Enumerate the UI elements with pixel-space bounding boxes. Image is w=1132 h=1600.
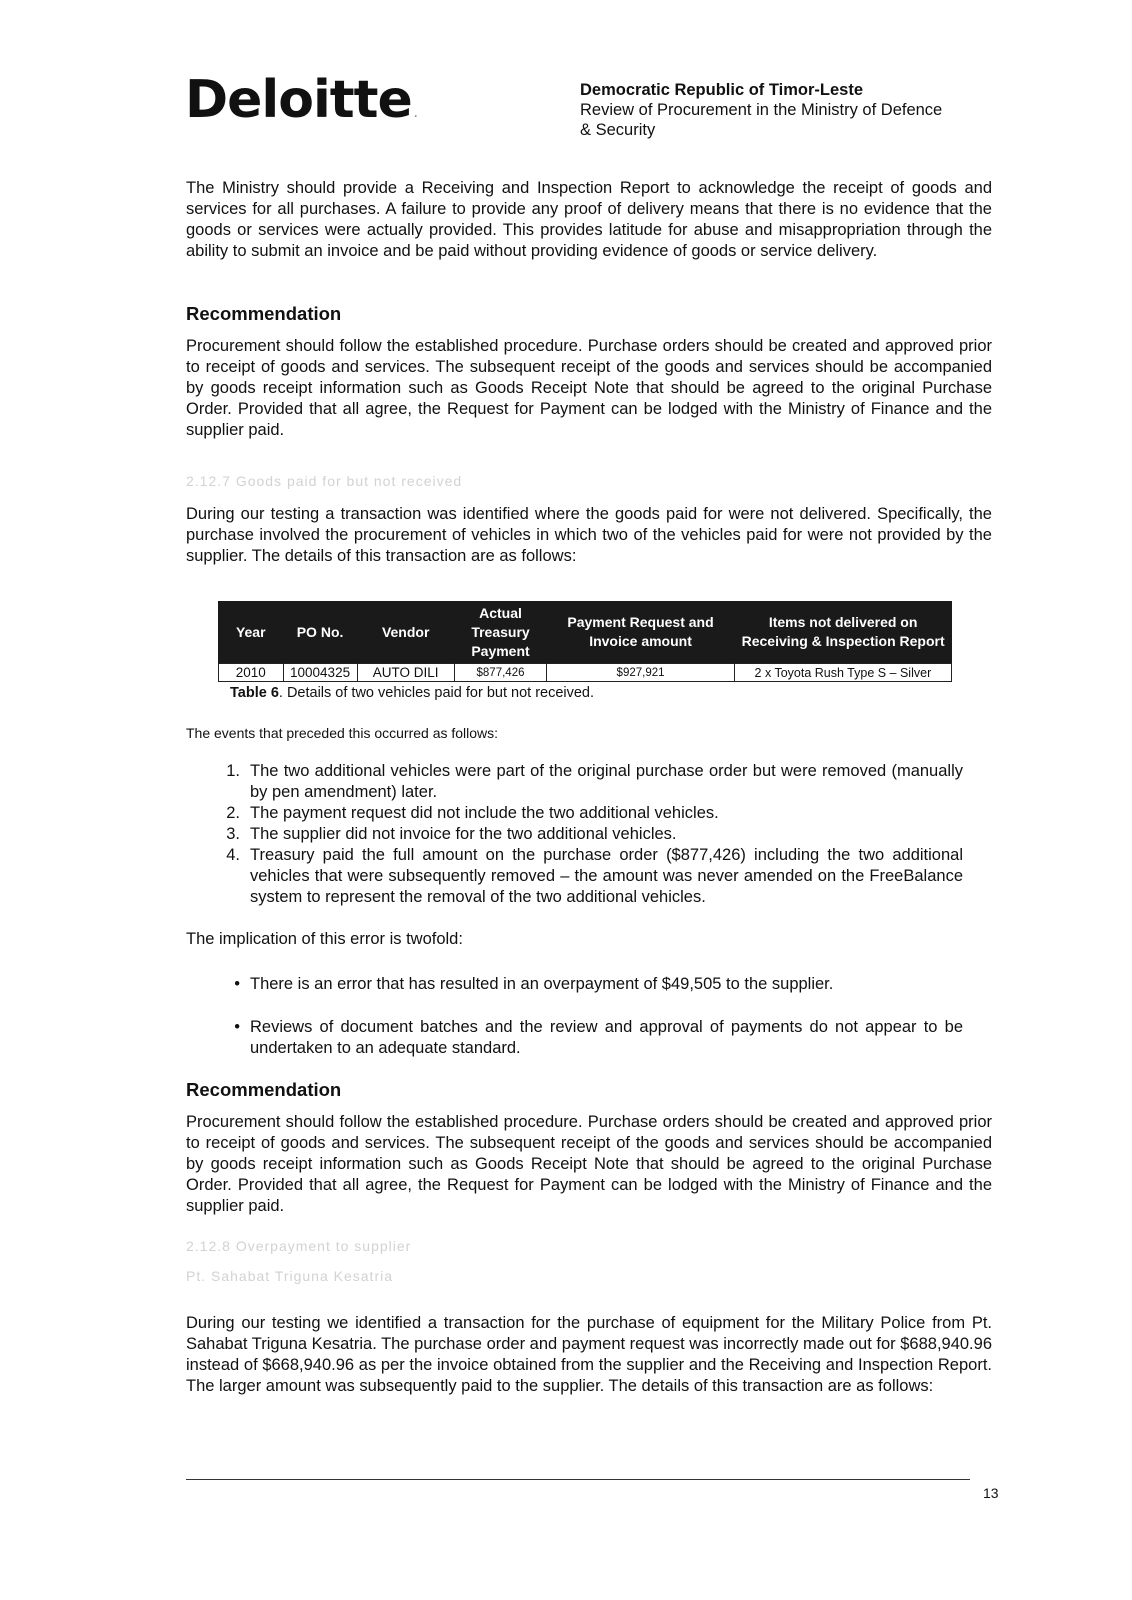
paragraph-goods-not-delivered: During our testing a transaction was identified where the goods paid for were not delivered. Specifically, the purchase involved the procurement of vehicles in which two of the vehicles paid for were not provided by the supplier. The details of this transaction are as follows:: [186, 505, 992, 565]
header-organization: Democratic Republic of Timor-Leste: [580, 81, 864, 99]
col-actual-line3: Payment: [471, 642, 530, 659]
table-row: [219, 664, 952, 682]
recommendation-text-1: Procurement should follow the established procedure. Purchase orders should be created and approved prior to receipt of goods and services. The subsequent receipt of the goods and services should be accompanied by goods receipt information such as Goods Receipt Note that should be agreed to the original Purchase Order. Provided that all agree, the Request for Payment can be lodged with the Ministry of Finance and the supplier paid.: [186, 337, 992, 439]
faded-section-heading-2b: Pt. Sahabat Triguna Kesatria: [186, 1268, 393, 1284]
header-subtitle-line2: & Security: [580, 121, 656, 139]
col-actual-treasury-payment: [454, 601, 547, 664]
list-item-text: Reviews of document batches and the review and approval of payments do not appear to be undertaken to an adequate standard.: [250, 1018, 963, 1057]
cell-payment-request: $927,921: [547, 664, 734, 682]
table-caption: [230, 685, 594, 701]
cell-vendor: AUTO DILI: [357, 664, 454, 682]
list-item: [218, 974, 963, 995]
events-intro: The events that preceded this occurred as follows:: [186, 725, 499, 741]
faded-section-heading-1: 2.12.7 Goods paid for but not received: [186, 473, 463, 489]
table-caption-label: Table 6: [230, 685, 279, 701]
col-payreq-line2: Invoice amount: [589, 633, 692, 649]
list-item: [218, 824, 963, 845]
list-item: [218, 845, 963, 908]
cell-actual-payment: $877,426: [454, 664, 547, 682]
list-item-text: The supplier did not invoice for the two additional vehicles.: [250, 825, 677, 843]
header-subtitle-line1: Review of Procurement in the Ministry of Defence: [580, 101, 943, 119]
logo-dot: .: [413, 109, 417, 120]
cell-po-no: 10004325: [283, 664, 357, 682]
col-year: Year: [219, 601, 284, 664]
col-items-line2: Receiving & Inspection Report: [741, 633, 945, 649]
events-list: [218, 761, 963, 908]
implication-intro: The implication of this error is twofold:: [186, 930, 463, 948]
list-item-text: The two additional vehicles were part of the original purchase order but were removed (manually by pen amendment) later.: [250, 762, 963, 801]
paragraph-overpayment: During our testing we identified a transaction for the purchase of equipment for the Military Police from Pt. Sahabat Triguna Kesatria. The purchase order and payment request was incorrectly made out for $688,940.96 instead of $668,940.96 as per the invoice obtained from the supplier and the Receiving and Inspection Report. The larger amount was subsequently paid to the supplier. The details of this transaction are as follows:: [186, 1314, 992, 1395]
list-item-number: 1.: [226, 762, 240, 780]
col-po-no: PO No.: [283, 601, 357, 664]
col-payreq-line1: Payment Request and: [567, 614, 714, 630]
recommendation-text-2: Procurement should follow the established procedure. Purchase orders should be created and approved prior to receipt of goods and services. The subsequent receipt of the goods and services should be accompanied by goods receipt information such as Goods Receipt Note that should be agreed to the original Purchase Order. Provided that all agree, the Request for Payment can be lodged with the Ministry of Finance and the supplier paid.: [186, 1113, 992, 1215]
footer-rule: [186, 1479, 970, 1480]
list-item: [218, 1017, 963, 1059]
col-actual-line1: Actual: [479, 604, 522, 621]
details-table: [218, 601, 952, 682]
document-header: [580, 80, 942, 140]
col-items-line1: Items not delivered on: [768, 614, 918, 630]
list-item-number: 4.: [226, 846, 240, 864]
list-item-text: The payment request did not include the two additional vehicles.: [250, 804, 719, 822]
deloitte-logo: [185, 70, 417, 130]
recommendation-heading-2: Recommendation: [186, 1079, 342, 1100]
col-items-not-delivered: [734, 601, 951, 664]
logo-text: Deloitte: [185, 70, 412, 130]
implications-list: [218, 974, 963, 1081]
paragraph-receiving-report: The Ministry should provide a Receiving and Inspection Report to acknowledge the receipt of goods and services for all purchases. A failure to provide any proof of delivery means that there is no evidence that the goods or services were actually provided. This provides latitude for abuse and misappropriation through the ability to submit an invoice and be paid without providing evidence of goods or service delivery.: [186, 179, 992, 260]
list-item-text: There is an error that has resulted in an overpayment of $49,505 to the supplier.: [250, 975, 834, 993]
col-actual-line2: Treasury: [471, 623, 530, 640]
list-item-number: 3.: [226, 825, 240, 843]
recommendation-heading-1: Recommendation: [186, 303, 342, 324]
cell-items-not-delivered: 2 x Toyota Rush Type S – Silver: [734, 664, 951, 682]
cell-year: 2010: [219, 664, 284, 682]
faded-section-heading-2a: 2.12.8 Overpayment to supplier: [186, 1238, 412, 1254]
list-item: [218, 761, 963, 803]
table-header-row: [219, 601, 952, 664]
col-vendor: Vendor: [357, 601, 454, 664]
bullet-icon: •: [234, 975, 240, 993]
list-item-number: 2.: [226, 804, 240, 822]
table-caption-text: . Details of two vehicles paid for but not received.: [278, 685, 595, 701]
page-number: 13: [983, 1485, 999, 1501]
list-item: [218, 803, 963, 824]
col-payment-request: [547, 601, 734, 664]
bullet-icon: •: [234, 1018, 240, 1036]
list-item-text: Treasury paid the full amount on the purchase order ($877,426) including the two additional vehicles that were subsequently removed – the amount was never amended on the FreeBalance system to represent the removal of the two additional vehicles.: [250, 846, 963, 906]
